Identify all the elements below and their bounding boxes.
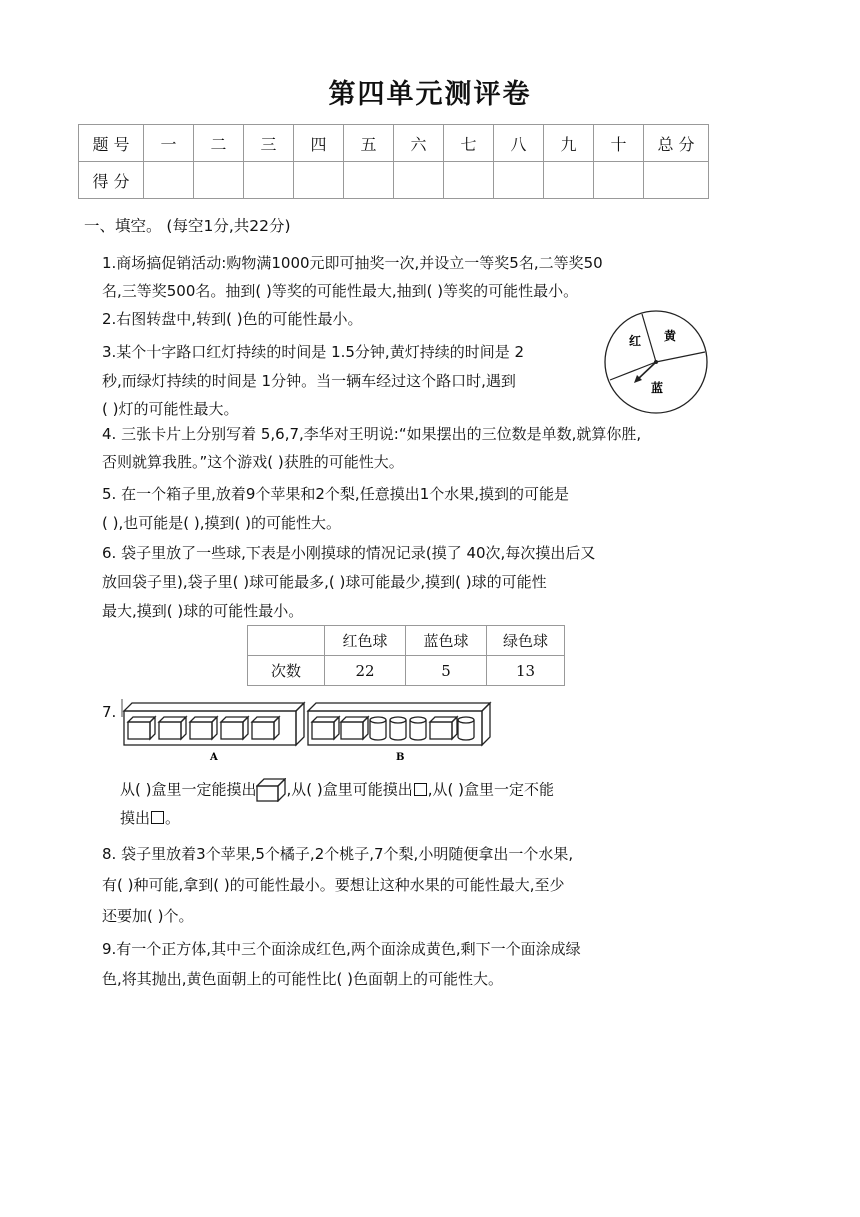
q7-number: 7. xyxy=(102,703,117,721)
ball-table-row-label: 次数 xyxy=(248,656,325,686)
score-header-cell: 题 号 xyxy=(79,125,144,162)
score-header-cell: 七 xyxy=(444,125,494,162)
q3-line2: 秒,而绿灯持续的时间是 1分钟。当一辆车经过这个路口时,遇到 xyxy=(102,372,516,390)
score-header-cell: 五 xyxy=(344,125,394,162)
q1-line1: 1.商场搞促销活动:购物满1000元即可抽奖一次,并设立一等奖5名,二等奖50 xyxy=(102,254,603,272)
q7-line2-text: 摸出 xyxy=(120,809,151,827)
score-input-cell[interactable] xyxy=(444,162,494,199)
q9-line2: 色,将其抛出,黄色面朝上的可能性比( )色面朝上的可能性大。 xyxy=(102,970,504,988)
cube-icon xyxy=(256,778,286,802)
ball-table-value: 5 xyxy=(406,656,487,686)
score-header-cell: 八 xyxy=(494,125,544,162)
ball-table-header: 红色球 xyxy=(325,626,406,656)
score-input-cell[interactable] xyxy=(544,162,594,199)
q9-line1: 9.有一个正方体,其中三个面涂成红色,两个面涂成黄色,剩下一个面涂成绿 xyxy=(102,940,581,958)
box-a-label: A xyxy=(210,752,218,763)
ball-table-value: 22 xyxy=(325,656,406,686)
spinner-label-yellow: 黄 xyxy=(664,329,677,343)
score-input-cell[interactable] xyxy=(294,162,344,199)
score-input-cell[interactable] xyxy=(494,162,544,199)
spinner-pointer xyxy=(638,362,656,379)
score-input-cell[interactable] xyxy=(594,162,644,199)
q8-line2: 有( )种可能,拿到( )的可能性最小。要想让这种水果的可能性最大,至少 xyxy=(102,876,565,894)
q8-line3: 还要加( )个。 xyxy=(102,907,194,925)
q5-line1: 5. 在一个箱子里,放着9个苹果和2个梨,任意摸出1个水果,摸到的可能是 xyxy=(102,485,570,503)
q7-line1-part-b: ,从( )盒里可能摸出 xyxy=(286,780,413,799)
q3-line3: ( )灯的可能性最大。 xyxy=(102,400,239,418)
q4-line2: 否则就算我胜。”这个游戏( )获胜的可能性大。 xyxy=(102,453,404,471)
score-header-cell: 总 分 xyxy=(644,125,709,162)
ball-table-row xyxy=(248,656,565,686)
ball-table-header: 绿色球 xyxy=(487,626,565,656)
score-input-cell[interactable] xyxy=(394,162,444,199)
q6-line3: 最大,摸到( )球的可能性最小。 xyxy=(102,602,304,620)
spinner-divider xyxy=(610,362,656,380)
box-b xyxy=(308,703,490,745)
spinner-center xyxy=(654,360,658,364)
ball-table-value: 13 xyxy=(487,656,565,686)
spinner-figure xyxy=(603,309,709,415)
ball-record-table xyxy=(247,625,565,686)
score-header-cell: 十 xyxy=(594,125,644,162)
q1-line2: 名,三等奖500名。抽到( )等奖的可能性最大,抽到( )等奖的可能性最小。 xyxy=(102,282,579,300)
q2-line: 2.右图转盘中,转到( )色的可能性最小。 xyxy=(102,310,363,328)
q8-line1: 8. 袋子里放着3个苹果,5个橘子,2个桃子,7个梨,小明随便拿出一个水果, xyxy=(102,845,574,863)
square-icon xyxy=(151,811,164,824)
spinner-divider xyxy=(642,314,656,362)
score-header-cell: 四 xyxy=(294,125,344,162)
score-header-cell: 一 xyxy=(144,125,194,162)
spinner-divider xyxy=(656,352,705,362)
ball-table-header-row xyxy=(248,626,565,656)
score-header-cell: 六 xyxy=(394,125,444,162)
q5-line2: ( ),也可能是( ),摸到( )的可能性大。 xyxy=(102,514,341,532)
square-icon xyxy=(414,783,427,796)
score-table-score-row xyxy=(79,162,709,199)
score-row-label: 得 分 xyxy=(79,162,144,199)
q7-boxes-figure xyxy=(118,697,498,763)
page-title: 第四单元测评卷 xyxy=(328,79,532,110)
score-header-cell: 三 xyxy=(244,125,294,162)
box-b-label: B xyxy=(396,752,405,763)
score-table-header-row xyxy=(79,125,709,162)
q6-line1: 6. 袋子里放了一些球,下表是小刚摸球的情况记录(摸了 40次,每次摸出后又 xyxy=(102,544,596,562)
q7-line2: 摸出 。 xyxy=(120,809,181,827)
score-header-cell: 九 xyxy=(544,125,594,162)
score-table xyxy=(78,124,709,199)
ball-table-corner xyxy=(248,626,325,656)
spinner-label-blue: 蓝 xyxy=(651,381,664,395)
score-header-cell: 二 xyxy=(194,125,244,162)
q3-line1: 3.某个十字路口红灯持续的时间是 1.5分钟,黄灯持续的时间是 2 xyxy=(102,343,525,361)
score-input-cell[interactable] xyxy=(144,162,194,199)
score-input-cell[interactable] xyxy=(244,162,294,199)
spinner-label-red: 红 xyxy=(629,334,642,348)
q7-line1 xyxy=(120,778,554,802)
box-a-cubes xyxy=(128,717,279,739)
q4-line1: 4. 三张卡片上分别写着 5,6,7,李华对王明说:“如果摆出的三位数是单数,就算你胜, xyxy=(102,425,642,443)
section-heading: 一、填空。 (每空1分,共22分) xyxy=(84,217,291,235)
q7-line1-part-c: ,从( )盒里一定不能 xyxy=(427,780,554,799)
ball-table-header: 蓝色球 xyxy=(406,626,487,656)
score-input-cell[interactable] xyxy=(194,162,244,199)
score-input-cell[interactable] xyxy=(344,162,394,199)
score-input-cell[interactable] xyxy=(644,162,709,199)
q7-line1-part-a: 从( )盒里一定能摸出 xyxy=(120,780,257,799)
q6-line2: 放回袋子里),袋子里( )球可能最多,( )球可能最少,摸到( )球的可能性 xyxy=(102,573,547,591)
box-a xyxy=(122,699,304,745)
